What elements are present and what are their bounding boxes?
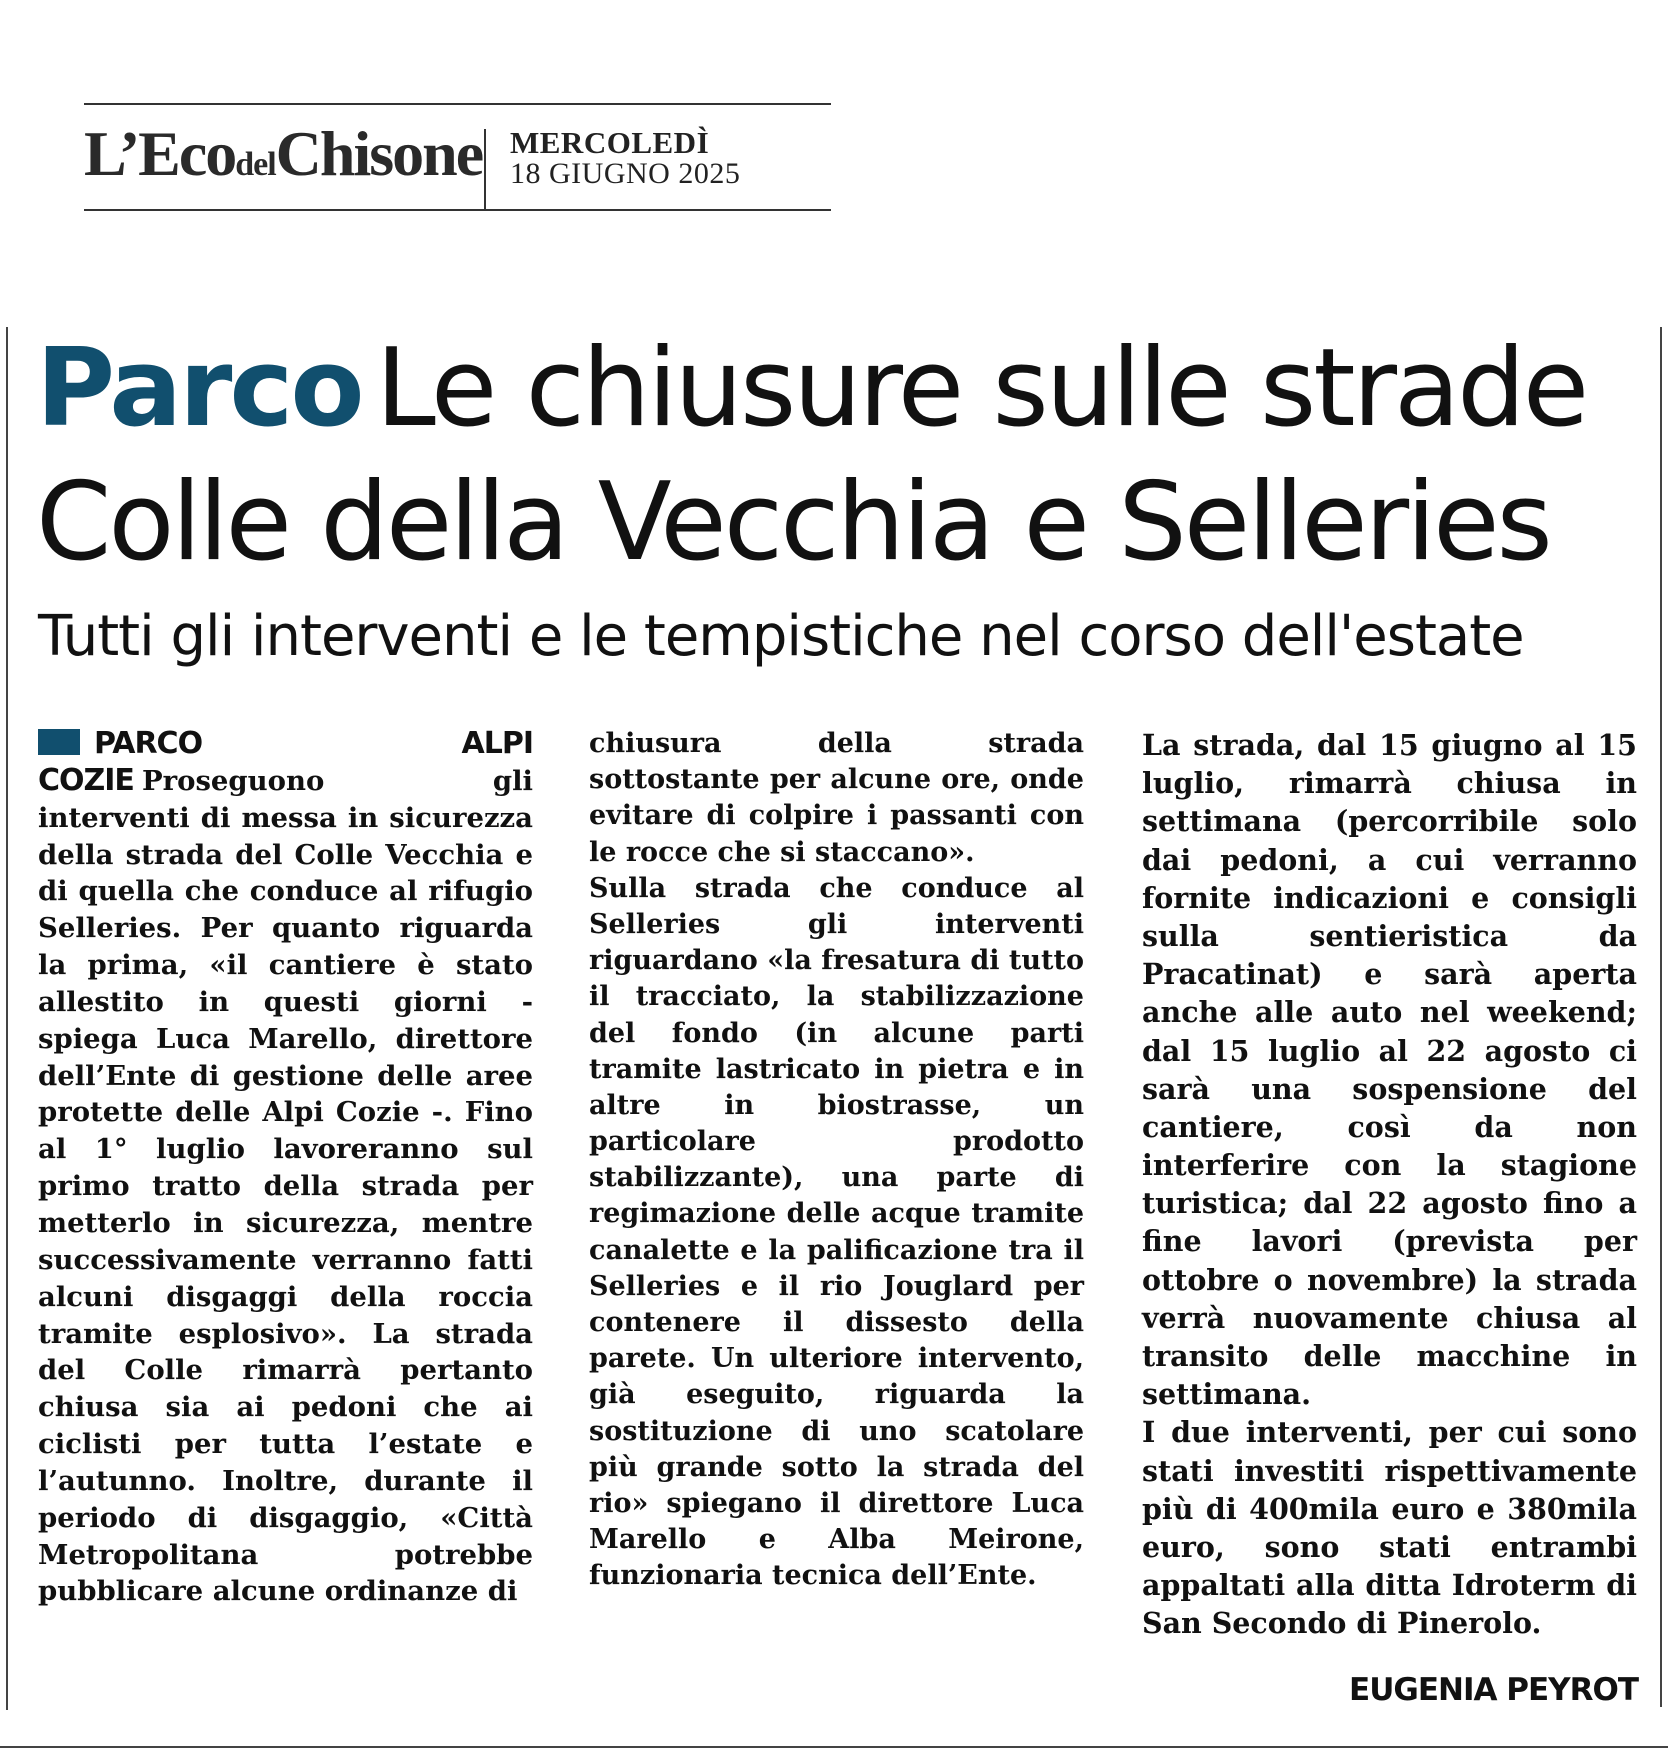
- column-2-paragraph-1: chiusura della strada sottostante per alcune ore, onde evitare di colpire i passanti con le rocce che si staccano».: [589, 728, 1084, 868]
- article-column-2: [589, 726, 1084, 1595]
- column-2-paragraph-2: Sulla strada che conduce al Selleries gli interventi riguardano «la fresatura di tutto il tracciato, la stabilizzazione del fondo (in alcune parti tramite lastricato in pietra e in altre in biostrasse, un particolare prodotto stabilizzante), una parte di regimazione delle acque tramite canalette e la palificazione tra il Selleries e il rio Jouglard per contenere il dissesto della parete. Un ulteriore intervento, già eseguito, riguarda la sostituzione di uno scatolare più grande sotto la strada del rio» spiegano il direttore Luca Marello e Alba Meirone, funzionaria tecnica dell’Ente.: [589, 872, 1084, 1592]
- logo-middle: del: [235, 146, 276, 183]
- headline-line-1: [36, 322, 1656, 456]
- logo-prefix: L’Eco: [84, 118, 236, 189]
- article-author: EUGENIA PEYROT: [1349, 1672, 1638, 1708]
- headline-kicker: Parco: [36, 326, 362, 451]
- masthead-divider: [484, 129, 486, 209]
- column-1-text: Proseguono gli interventi di messa in sicurezza della strada del Colle Vecchia e di quella che conduce al rifugio Selleries. Per quanto riguarda la prima, «il cantiere è stato allestito in questi giorni - spiega Luca Marello, direttore dell’Ente di gestione delle aree protette delle Alpi Cozie -. Fino al 1° luglio lavoreranno sul primo tratto della strada per metterlo in sicurezza, mentre successivamente verranno fatti alcuni disgaggi della roccia tramite esplosivo». La strada del Colle rimarrà pertanto chiusa sia ai pedoni che ai ciclisti per tutta l’estate e l’autunno. Inoltre, durante il periodo di disgaggio, «Città Metropolitana potrebbe pubblicare alcune ordinanze di: [38, 764, 533, 1608]
- publication-date: 18 GIUGNO 2025: [510, 157, 741, 190]
- masthead: [84, 103, 831, 211]
- headline-text-1: Le chiusure sulle strade: [375, 326, 1587, 451]
- column-3-paragraph-1: La strada, dal 15 giugno al 15 luglio, rimarrà chiusa in settimana (percorribile solo dai pedoni, a cui verranno fornite indicazioni e consigli sulla sentieristica da Pracatinat) e sarà aperta anche alle auto nel weekend; dal 15 luglio al 22 agosto ci sarà una sospensione del cantiere, così da non interferire con la stagione turistica; dal 22 agosto fino a fine lavori (prevista per ottobre o novembre) la strada verrà nuovamente chiusa al transito delle macchine in settimana.: [1142, 728, 1637, 1412]
- logo-suffix: Chisone: [275, 118, 483, 189]
- column-3-paragraph-2: I due interventi, per cui sono stati investiti rispettivamente più di 400mila euro e 380mila euro, sono stati entrambi appaltati alla ditta Idroterm di San Secondo di Pinerolo.: [1142, 1415, 1637, 1641]
- section-marker-square: [38, 729, 80, 755]
- frame-bottom-rule: [0, 1746, 1668, 1748]
- frame-right-rule: [1660, 327, 1662, 1707]
- section-label: PARCO ALPI COZIE: [38, 726, 533, 798]
- publication-day: MERCOLEDÌ: [510, 125, 710, 160]
- article-column-1: [38, 726, 533, 1610]
- headline-line-2: Colle della Vecchia e Selleries: [36, 460, 1550, 585]
- newspaper-logo[interactable]: [84, 118, 483, 189]
- article-subheadline: Tutti gli interventi e le tempistiche nel corso dell'estate: [38, 604, 1524, 669]
- column-1-paragraph: [38, 726, 533, 1610]
- article-column-3: [1142, 726, 1637, 1643]
- frame-left-rule: [6, 327, 8, 1710]
- article-headline: [36, 322, 1656, 590]
